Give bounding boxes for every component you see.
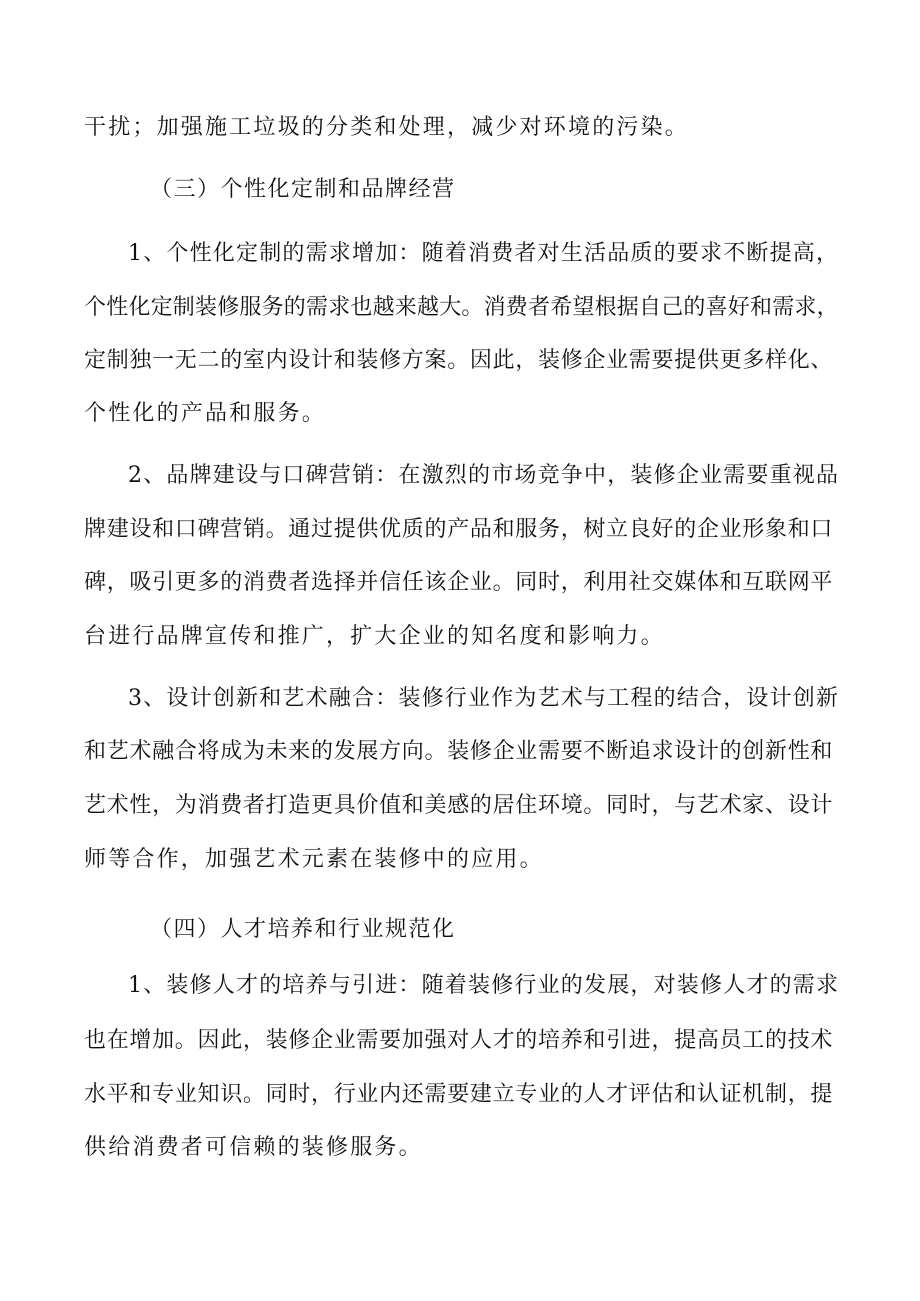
text-line: 2、品牌建设与口碑营销：在激烈的市场竞争中，装修企业需要重视品 [128, 463, 840, 488]
text-line: 也在增加。因此，装修企业需要加强对人才的培养和引进，提高员工的技术 [84, 1028, 834, 1053]
text-line: 定制独一无二的室内设计和装修方案。因此，装修企业需要提供更多样化、 [84, 348, 834, 373]
text-line: 师等合作，加强艺术元素在装修中的应用。 [84, 847, 544, 872]
text-line: 干扰；加强施工垃圾的分类和处理，减少对环境的污染。 [84, 115, 690, 140]
text-line: 供给消费者可信赖的装修服务。 [84, 1135, 423, 1160]
text-line: 牌建设和口碑营销。通过提供优质的产品和服务，树立良好的企业形象和口 [84, 517, 834, 542]
text-line: 3、设计创新和艺术融合：装修行业作为艺术与工程的结合，设计创新 [128, 686, 840, 711]
text-line: 艺术性，为消费者打造更具价值和美感的居住环境。同时，与艺术家、设计 [84, 793, 834, 818]
text-line: 1、装修人才的培养与引进：随着装修行业的发展，对装修人才的需求 [128, 973, 840, 998]
section-heading: （四）人才培养和行业规范化 [150, 917, 456, 942]
section-heading: （三）个性化定制和品牌经营 [150, 177, 456, 202]
text-line: 台进行品牌宣传和推广，扩大企业的知名度和影响力。 [84, 624, 665, 649]
text-line: 碑，吸引更多的消费者选择并信任该企业。同时，利用社交媒体和互联网平 [84, 570, 834, 595]
text-line: 个性化定制装修服务的需求也越来越大。消费者希望根据自己的喜好和需求， [84, 295, 839, 320]
text-line: 个性化的产品和服务。 [84, 401, 327, 426]
text-line: 水平和专业知识。同时，行业内还需要建立专业的人才评估和认证机制，提 [84, 1082, 834, 1107]
text-line: 1、个性化定制的需求增加：随着消费者对生活品质的要求不断提高， [128, 241, 840, 266]
text-line: 和艺术融合将成为未来的发展方向。装修企业需要不断追求设计的创新性和 [84, 739, 834, 764]
